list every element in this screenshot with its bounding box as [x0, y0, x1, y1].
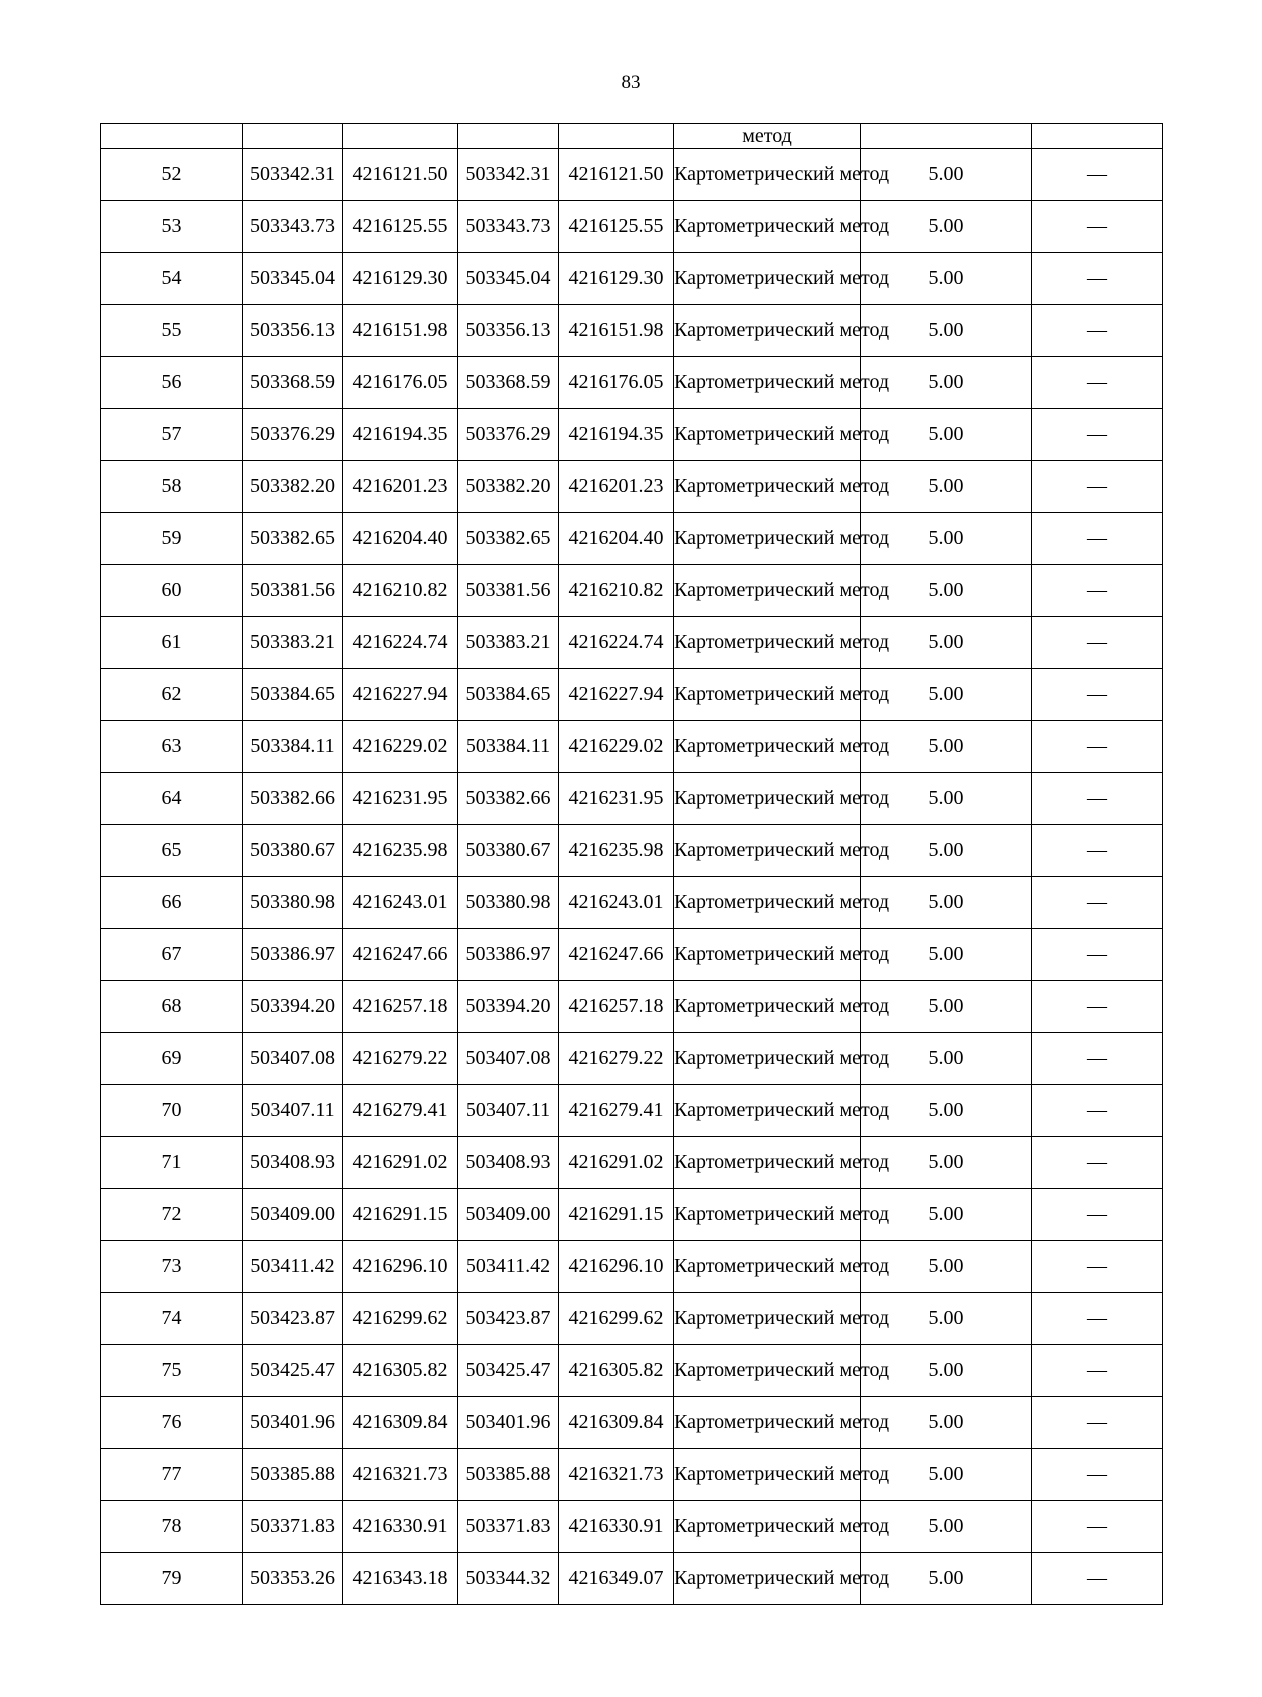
cell-number: 60: [101, 565, 243, 617]
cell-number: 69: [101, 1033, 243, 1085]
cell-x1: 503423.87: [243, 1293, 343, 1345]
cell-x1: 503382.65: [243, 513, 343, 565]
cell-x2: 503383.21: [458, 617, 559, 669]
cell-number: 70: [101, 1085, 243, 1137]
cell-note: —: [1032, 617, 1163, 669]
cell-y1: 4216229.02: [343, 721, 458, 773]
cell-error: 5.00: [861, 1397, 1032, 1449]
cell-x1: 503345.04: [243, 253, 343, 305]
cell-note: —: [1032, 1137, 1163, 1189]
cell-x2: 503411.42: [458, 1241, 559, 1293]
table-row: [101, 929, 1163, 981]
table-row: [101, 825, 1163, 877]
cell-error: 5.00: [861, 461, 1032, 513]
cell-y1: 4216121.50: [343, 149, 458, 201]
cell-x2: 503425.47: [458, 1345, 559, 1397]
table-row: [101, 149, 1163, 201]
cell-y1: 4216299.62: [343, 1293, 458, 1345]
table-row: [101, 1553, 1163, 1605]
cell-method: Картометрический метод: [674, 877, 861, 929]
table-row: [101, 305, 1163, 357]
cell-x1: [243, 124, 343, 149]
cell-method: Картометрический метод: [674, 1085, 861, 1137]
cell-method: Картометрический метод: [674, 357, 861, 409]
cell-note: —: [1032, 929, 1163, 981]
cell-method: Картометрический метод: [674, 461, 861, 513]
cell-y1: 4216176.05: [343, 357, 458, 409]
cell-method: Картометрический метод: [674, 1345, 861, 1397]
cell-method: Картометрический метод: [674, 409, 861, 461]
cell-number: 65: [101, 825, 243, 877]
cell-note: —: [1032, 825, 1163, 877]
cell-y1: 4216151.98: [343, 305, 458, 357]
table-row: [101, 1501, 1163, 1553]
cell-note: —: [1032, 461, 1163, 513]
cell-method: Картометрический метод: [674, 253, 861, 305]
cell-y1: 4216194.35: [343, 409, 458, 461]
cell-method: Картометрический метод: [674, 981, 861, 1033]
cell-x1: 503401.96: [243, 1397, 343, 1449]
table-row: [101, 1137, 1163, 1189]
cell-y2: 4216309.84: [559, 1397, 674, 1449]
cell-number: [101, 124, 243, 149]
table-row: [101, 981, 1163, 1033]
cell-note: —: [1032, 1397, 1163, 1449]
cell-x2: 503356.13: [458, 305, 559, 357]
cell-note: —: [1032, 877, 1163, 929]
cell-x1: 503408.93: [243, 1137, 343, 1189]
cell-note: —: [1032, 201, 1163, 253]
cell-y2: [559, 124, 674, 149]
cell-y2: 4216125.55: [559, 201, 674, 253]
cell-method: метод: [674, 124, 861, 149]
cell-x1: 503353.26: [243, 1553, 343, 1605]
cell-x1: 503384.11: [243, 721, 343, 773]
cell-number: 55: [101, 305, 243, 357]
cell-y2: 4216176.05: [559, 357, 674, 409]
table-row: [101, 565, 1163, 617]
cell-x2: 503384.65: [458, 669, 559, 721]
cell-note: —: [1032, 1345, 1163, 1397]
table-row: [101, 1085, 1163, 1137]
cell-y2: 4216229.02: [559, 721, 674, 773]
cell-x1: 503411.42: [243, 1241, 343, 1293]
cell-y1: 4216309.84: [343, 1397, 458, 1449]
cell-y1: 4216129.30: [343, 253, 458, 305]
cell-y2: 4216291.15: [559, 1189, 674, 1241]
cell-y1: 4216330.91: [343, 1501, 458, 1553]
cell-x1: 503382.66: [243, 773, 343, 825]
cell-note: —: [1032, 1033, 1163, 1085]
cell-y2: 4216227.94: [559, 669, 674, 721]
cell-error: 5.00: [861, 929, 1032, 981]
cell-x2: 503376.29: [458, 409, 559, 461]
cell-x2: 503386.97: [458, 929, 559, 981]
cell-method: Картометрический метод: [674, 1137, 861, 1189]
continued-row: [101, 124, 1163, 149]
table-row: [101, 201, 1163, 253]
cell-method: Картометрический метод: [674, 305, 861, 357]
cell-y1: 4216305.82: [343, 1345, 458, 1397]
cell-x1: 503371.83: [243, 1501, 343, 1553]
cell-number: 61: [101, 617, 243, 669]
cell-error: 5.00: [861, 1085, 1032, 1137]
cell-error: 5.00: [861, 149, 1032, 201]
cell-y2: 4216330.91: [559, 1501, 674, 1553]
cell-x1: 503384.65: [243, 669, 343, 721]
cell-error: 5.00: [861, 1345, 1032, 1397]
cell-y1: [343, 124, 458, 149]
cell-error: 5.00: [861, 253, 1032, 305]
cell-method: Картометрический метод: [674, 1189, 861, 1241]
cell-y1: 4216231.95: [343, 773, 458, 825]
cell-x1: 503381.56: [243, 565, 343, 617]
cell-number: 68: [101, 981, 243, 1033]
cell-x2: 503381.56: [458, 565, 559, 617]
cell-error: 5.00: [861, 305, 1032, 357]
cell-y2: 4216291.02: [559, 1137, 674, 1189]
cell-x2: 503408.93: [458, 1137, 559, 1189]
cell-x1: 503380.98: [243, 877, 343, 929]
cell-x1: 503425.47: [243, 1345, 343, 1397]
cell-x2: 503407.11: [458, 1085, 559, 1137]
cell-note: —: [1032, 981, 1163, 1033]
table-row: [101, 1449, 1163, 1501]
cell-note: —: [1032, 357, 1163, 409]
table-row: [101, 1397, 1163, 1449]
cell-number: 79: [101, 1553, 243, 1605]
cell-note: —: [1032, 513, 1163, 565]
cell-note: —: [1032, 1501, 1163, 1553]
cell-x2: 503394.20: [458, 981, 559, 1033]
cell-x2: 503371.83: [458, 1501, 559, 1553]
cell-note: —: [1032, 409, 1163, 461]
cell-number: 73: [101, 1241, 243, 1293]
table-row: [101, 409, 1163, 461]
cell-error: 5.00: [861, 721, 1032, 773]
cell-error: 5.00: [861, 669, 1032, 721]
cell-x1: 503356.13: [243, 305, 343, 357]
cell-method: Картометрический метод: [674, 1241, 861, 1293]
cell-y2: 4216235.98: [559, 825, 674, 877]
cell-error: 5.00: [861, 877, 1032, 929]
cell-y2: 4216194.35: [559, 409, 674, 461]
table-row: [101, 877, 1163, 929]
cell-y2: 4216201.23: [559, 461, 674, 513]
cell-y1: 4216210.82: [343, 565, 458, 617]
table-row: [101, 357, 1163, 409]
cell-method: Картометрический метод: [674, 669, 861, 721]
cell-note: [1032, 124, 1163, 149]
cell-method: Картометрический метод: [674, 773, 861, 825]
table-body: [101, 124, 1163, 1605]
cell-number: 62: [101, 669, 243, 721]
cell-x1: 503394.20: [243, 981, 343, 1033]
cell-y1: 4216343.18: [343, 1553, 458, 1605]
cell-error: 5.00: [861, 617, 1032, 669]
cell-y2: 4216210.82: [559, 565, 674, 617]
table-row: [101, 253, 1163, 305]
cell-y2: 4216129.30: [559, 253, 674, 305]
cell-x2: 503407.08: [458, 1033, 559, 1085]
cell-y1: 4216247.66: [343, 929, 458, 981]
cell-x2: 503382.65: [458, 513, 559, 565]
cell-note: —: [1032, 1553, 1163, 1605]
cell-x1: 503409.00: [243, 1189, 343, 1241]
cell-method: Картометрический метод: [674, 721, 861, 773]
cell-y1: 4216291.15: [343, 1189, 458, 1241]
cell-error: 5.00: [861, 357, 1032, 409]
cell-y1: 4216321.73: [343, 1449, 458, 1501]
cell-y1: 4216235.98: [343, 825, 458, 877]
cell-x1: 503342.31: [243, 149, 343, 201]
cell-x2: 503345.04: [458, 253, 559, 305]
table-row: [101, 1345, 1163, 1397]
cell-y2: 4216279.22: [559, 1033, 674, 1085]
cell-error: 5.00: [861, 1449, 1032, 1501]
cell-y2: 4216224.74: [559, 617, 674, 669]
cell-error: 5.00: [861, 409, 1032, 461]
cell-y1: 4216296.10: [343, 1241, 458, 1293]
cell-x2: [458, 124, 559, 149]
cell-x2: 503368.59: [458, 357, 559, 409]
cell-error: 5.00: [861, 1501, 1032, 1553]
cell-y1: 4216204.40: [343, 513, 458, 565]
table-row: [101, 1293, 1163, 1345]
cell-method: Картометрический метод: [674, 1293, 861, 1345]
cell-y2: 4216279.41: [559, 1085, 674, 1137]
cell-number: 52: [101, 149, 243, 201]
cell-y1: 4216224.74: [343, 617, 458, 669]
cell-error: 5.00: [861, 825, 1032, 877]
cell-note: —: [1032, 253, 1163, 305]
cell-method: Картометрический метод: [674, 149, 861, 201]
cell-number: 75: [101, 1345, 243, 1397]
cell-x2: 503343.73: [458, 201, 559, 253]
cell-y2: 4216231.95: [559, 773, 674, 825]
cell-error: 5.00: [861, 513, 1032, 565]
cell-y2: 4216121.50: [559, 149, 674, 201]
cell-method: Картометрический метод: [674, 617, 861, 669]
cell-method: Картометрический метод: [674, 513, 861, 565]
cell-number: 56: [101, 357, 243, 409]
cell-x1: 503407.08: [243, 1033, 343, 1085]
cell-y1: 4216291.02: [343, 1137, 458, 1189]
table-row: [101, 669, 1163, 721]
cell-error: 5.00: [861, 981, 1032, 1033]
cell-x2: 503380.98: [458, 877, 559, 929]
cell-y2: 4216305.82: [559, 1345, 674, 1397]
cell-number: 59: [101, 513, 243, 565]
cell-x2: 503382.20: [458, 461, 559, 513]
cell-x2: 503385.88: [458, 1449, 559, 1501]
cell-method: Картометрический метод: [674, 825, 861, 877]
cell-error: 5.00: [861, 1553, 1032, 1605]
table-row: [101, 1033, 1163, 1085]
cell-number: 72: [101, 1189, 243, 1241]
cell-error: [861, 124, 1032, 149]
cell-number: 57: [101, 409, 243, 461]
cell-y2: 4216151.98: [559, 305, 674, 357]
cell-y1: 4216279.22: [343, 1033, 458, 1085]
table-row: [101, 513, 1163, 565]
cell-method: Картометрический метод: [674, 201, 861, 253]
cell-y1: 4216125.55: [343, 201, 458, 253]
cell-x1: 503386.97: [243, 929, 343, 981]
cell-y2: 4216243.01: [559, 877, 674, 929]
cell-x2: 503401.96: [458, 1397, 559, 1449]
cell-x2: 503342.31: [458, 149, 559, 201]
cell-method: Картометрический метод: [674, 1033, 861, 1085]
cell-y1: 4216279.41: [343, 1085, 458, 1137]
cell-note: —: [1032, 773, 1163, 825]
cell-y2: 4216247.66: [559, 929, 674, 981]
cell-number: 66: [101, 877, 243, 929]
cell-method: Картометрический метод: [674, 1501, 861, 1553]
cell-y1: 4216243.01: [343, 877, 458, 929]
cell-x2: 503409.00: [458, 1189, 559, 1241]
cell-y1: 4216257.18: [343, 981, 458, 1033]
cell-note: —: [1032, 1085, 1163, 1137]
cell-note: —: [1032, 1241, 1163, 1293]
cell-number: 74: [101, 1293, 243, 1345]
table-row: [101, 461, 1163, 513]
cell-x1: 503382.20: [243, 461, 343, 513]
cell-number: 67: [101, 929, 243, 981]
cell-number: 77: [101, 1449, 243, 1501]
cell-error: 5.00: [861, 1241, 1032, 1293]
cell-error: 5.00: [861, 1137, 1032, 1189]
cell-note: —: [1032, 305, 1163, 357]
cell-number: 54: [101, 253, 243, 305]
cell-error: 5.00: [861, 1293, 1032, 1345]
table-row: [101, 1189, 1163, 1241]
cell-method: Картометрический метод: [674, 1397, 861, 1449]
cell-y2: 4216204.40: [559, 513, 674, 565]
cell-number: 71: [101, 1137, 243, 1189]
cell-note: —: [1032, 669, 1163, 721]
cell-x1: 503407.11: [243, 1085, 343, 1137]
cell-number: 53: [101, 201, 243, 253]
cell-note: —: [1032, 1189, 1163, 1241]
table-row: [101, 1241, 1163, 1293]
cell-number: 78: [101, 1501, 243, 1553]
page-number: 83: [621, 72, 641, 93]
cell-x1: 503368.59: [243, 357, 343, 409]
coordinates-table: [100, 123, 1163, 1605]
cell-x2: 503423.87: [458, 1293, 559, 1345]
cell-method: Картометрический метод: [674, 1449, 861, 1501]
cell-x2: 503382.66: [458, 773, 559, 825]
table-row: [101, 617, 1163, 669]
cell-x2: 503384.11: [458, 721, 559, 773]
cell-note: —: [1032, 1293, 1163, 1345]
cell-error: 5.00: [861, 565, 1032, 617]
cell-method: Картометрический метод: [674, 1553, 861, 1605]
cell-note: —: [1032, 1449, 1163, 1501]
cell-number: 76: [101, 1397, 243, 1449]
cell-x1: 503380.67: [243, 825, 343, 877]
table-row: [101, 721, 1163, 773]
cell-y1: 4216201.23: [343, 461, 458, 513]
table-row: [101, 773, 1163, 825]
cell-y2: 4216299.62: [559, 1293, 674, 1345]
cell-number: 63: [101, 721, 243, 773]
cell-y1: 4216227.94: [343, 669, 458, 721]
cell-x1: 503376.29: [243, 409, 343, 461]
cell-y2: 4216257.18: [559, 981, 674, 1033]
cell-x2: 503344.32: [458, 1553, 559, 1605]
cell-number: 58: [101, 461, 243, 513]
cell-note: —: [1032, 149, 1163, 201]
cell-error: 5.00: [861, 1189, 1032, 1241]
cell-x1: 503385.88: [243, 1449, 343, 1501]
cell-y2: 4216296.10: [559, 1241, 674, 1293]
cell-note: —: [1032, 721, 1163, 773]
cell-number: 64: [101, 773, 243, 825]
cell-x1: 503343.73: [243, 201, 343, 253]
cell-y2: 4216349.07: [559, 1553, 674, 1605]
cell-method: Картометрический метод: [674, 929, 861, 981]
cell-x2: 503380.67: [458, 825, 559, 877]
cell-note: —: [1032, 565, 1163, 617]
cell-y2: 4216321.73: [559, 1449, 674, 1501]
cell-method: Картометрический метод: [674, 565, 861, 617]
cell-error: 5.00: [861, 1033, 1032, 1085]
cell-error: 5.00: [861, 201, 1032, 253]
cell-x1: 503383.21: [243, 617, 343, 669]
cell-error: 5.00: [861, 773, 1032, 825]
